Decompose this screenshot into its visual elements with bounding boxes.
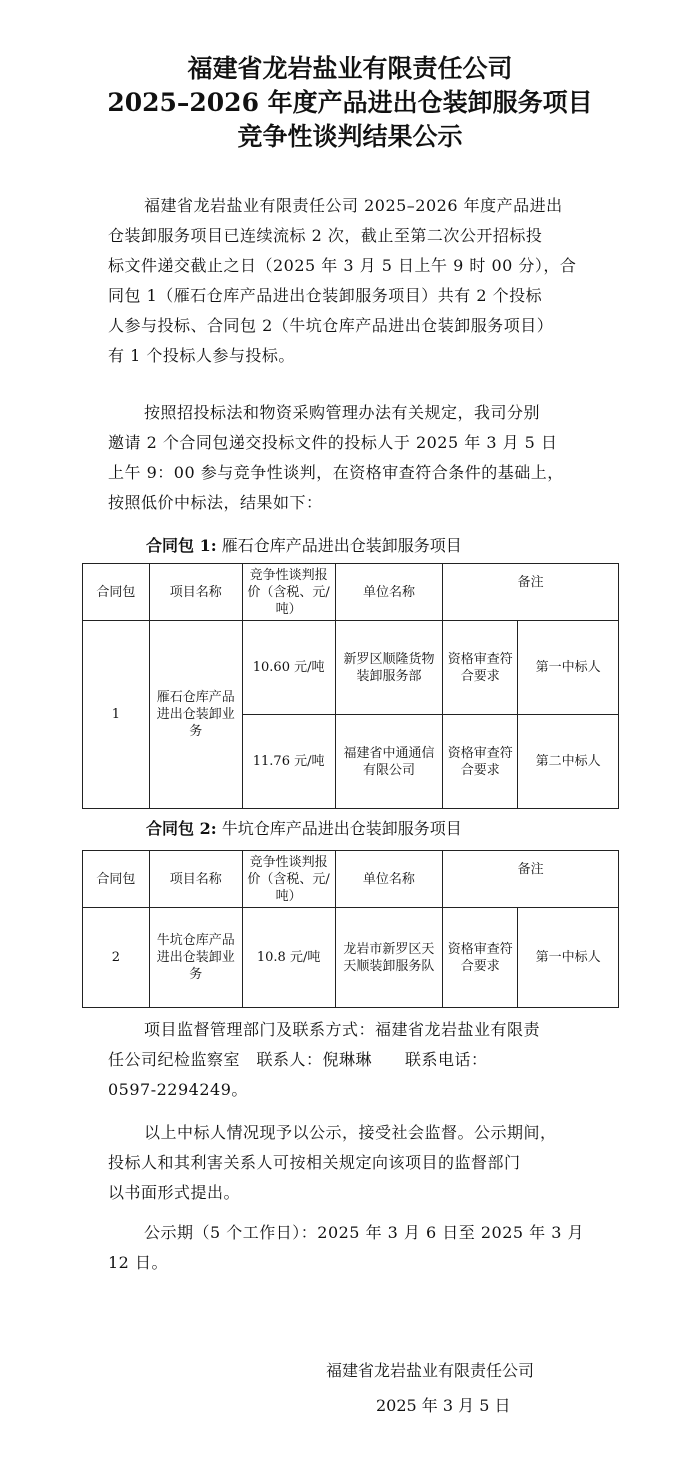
package1-caption-label: 合同包 1: — [146, 536, 217, 555]
text-line: 以上中标人情况现予以公示，接受社会监督。公示期间， — [144, 1123, 557, 1142]
company-name: 福建省中通通信有限公司 — [335, 715, 443, 809]
title-line-1: 福建省龙岩盐业有限责任公司 — [187, 54, 513, 83]
winner-rank: 第二中标人 — [518, 715, 619, 809]
company-name: 新罗区顺隆货物装卸服务部 — [335, 621, 443, 715]
text-line: 邀请 2 个合同包递交投标文件的投标人于 2025 年 3 月 5 日 — [108, 433, 558, 452]
header-remark: 备注 — [443, 851, 619, 908]
text-line: 12 日。 — [108, 1253, 168, 1272]
period-paragraph — [108, 1218, 603, 1278]
bid-price: 10.8 元/吨 — [242, 908, 335, 1008]
package2-caption-label: 合同包 2: — [146, 819, 217, 838]
qualification-status: 资格审查符合要求 — [443, 908, 518, 1008]
qualification-status: 资格审查符合要求 — [443, 621, 518, 715]
bid-price: 10.60 元/吨 — [242, 621, 335, 715]
qualification-status: 资格审查符合要求 — [443, 715, 518, 809]
notice-paragraph — [108, 1118, 603, 1208]
table-header-row — [83, 564, 619, 621]
text-line: 以书面形式提出。 — [108, 1183, 241, 1202]
package2-table — [82, 850, 619, 1008]
signature-company: 福建省龙岩盐业有限责任公司 — [326, 1361, 535, 1380]
bid-price: 11.76 元/吨 — [242, 715, 335, 809]
text-line: 项目监督管理部门及联系方式：福建省龙岩盐业有限责 — [144, 1020, 541, 1039]
table-row — [83, 908, 619, 1008]
header-package: 合同包 — [83, 851, 150, 908]
table-row — [83, 621, 619, 715]
text-line: 按照低价中标法，结果如下： — [108, 493, 323, 512]
text-line: 人参与投标、合同包 2（牛坑仓库产品进出仓装卸服务项目） — [108, 316, 554, 335]
title-line-3: 竞争性谈判结果公示 — [237, 122, 463, 151]
package-number: 1 — [83, 621, 150, 809]
text-line: 按照招投标法和物资采购管理办法有关规定，我司分别 — [144, 403, 541, 422]
table-header-row — [83, 851, 619, 908]
text-line: 同包 1（雁石仓库产品进出仓装卸服务项目）共有 2 个投标 — [108, 286, 543, 305]
winner-rank: 第一中标人 — [518, 621, 619, 715]
package1-table — [82, 563, 619, 809]
package2-caption — [146, 817, 462, 841]
package-number: 2 — [83, 908, 150, 1008]
company-name: 龙岩市新罗区天天顺装卸服务队 — [335, 908, 443, 1008]
project-name: 牛坑仓库产品进出仓装卸业务 — [149, 908, 242, 1008]
winner-rank: 第一中标人 — [518, 908, 619, 1008]
text-line: 公示期（5 个工作日）：2025 年 3 月 6 日至 2025 年 3 月 — [144, 1223, 585, 1242]
intro-paragraph — [108, 191, 603, 371]
text-line: 标文件递交截止之日（2025 年 3 月 5 日上午 9 时 00 分），合 — [108, 256, 577, 275]
package2-caption-text: 牛坑仓库产品进出仓装卸服务项目 — [221, 819, 462, 838]
text-line: 任公司纪检监察室 联系人：倪琳琳 联系电话： — [108, 1050, 488, 1069]
supervision-paragraph — [108, 1015, 603, 1105]
header-project: 项目名称 — [149, 851, 242, 908]
signature-date: 2025 年 3 月 5 日 — [376, 1396, 511, 1415]
text-line: 有 1 个投标人参与投标。 — [108, 346, 295, 365]
text-line: 0597-2294249。 — [108, 1080, 248, 1099]
header-package: 合同包 — [83, 564, 150, 621]
header-remark: 备注 — [443, 564, 619, 621]
header-company: 单位名称 — [335, 564, 443, 621]
package1-caption-text: 雁石仓库产品进出仓装卸服务项目 — [221, 536, 462, 555]
package1-caption — [146, 534, 462, 558]
text-line: 仓装卸服务项目已连续流标 2 次，截止至第二次公开招标投 — [108, 226, 543, 245]
header-price: 竞争性谈判报价（含税、元/吨） — [242, 564, 335, 621]
method-paragraph — [108, 398, 603, 518]
project-name: 雁石仓库产品进出仓装卸业务 — [149, 621, 242, 809]
title-line-2: 2025–2026 年度产品进出仓装卸服务项目 — [107, 88, 593, 117]
text-line: 福建省龙岩盐业有限责任公司 2025–2026 年度产品进出 — [144, 196, 563, 215]
header-price: 竞争性谈判报价（含税、元/吨） — [242, 851, 335, 908]
header-project: 项目名称 — [149, 564, 242, 621]
header-company: 单位名称 — [335, 851, 443, 908]
text-line: 投标人和其利害关系人可按相关规定向该项目的监督部门 — [108, 1153, 521, 1172]
text-line: 上午 9：00 参与竞争性谈判，在资格审查符合条件的基础上， — [108, 463, 564, 482]
